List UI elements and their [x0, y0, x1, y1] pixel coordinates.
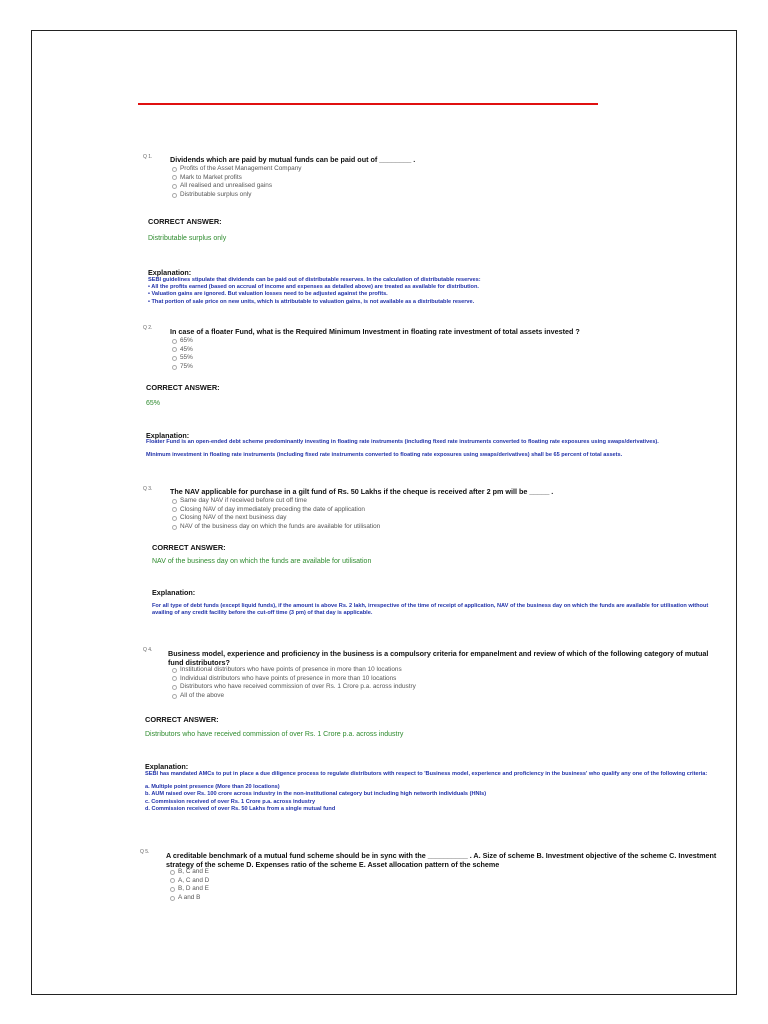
- option-2[interactable]: 45%: [172, 346, 193, 355]
- option-4[interactable]: Distributable surplus only: [172, 191, 301, 200]
- answer-options: [172, 666, 416, 700]
- correct-answer-value: 65%: [146, 400, 161, 407]
- option-1[interactable]: Profits of the Asset Management Company: [172, 165, 301, 174]
- radio-button[interactable]: [170, 878, 175, 883]
- correct-answer-label: CORRECT ANSWER:: [146, 383, 220, 392]
- explanation-text: SEBI guidelines stipulate that dividends can be paid out of distributable reserves. In the calculation of distributable reserves: • All the profits earned (based on accrual of income and expenses as detailed above) are treated as available for distribution. • Valuation gains are ignored. But valuation losses need to be adjusted against the profits. • That portion of sale price on new units, which is attributable to valuation gains, is not available as a distributable reserve.: [148, 277, 481, 305]
- radio-button[interactable]: [170, 870, 175, 875]
- question-number: Q 4.: [143, 647, 153, 653]
- option-1[interactable]: Institutional distributors who have points of presence in more than 10 locations: [172, 666, 416, 675]
- radio-button[interactable]: [172, 676, 177, 681]
- answer-options: [172, 497, 380, 531]
- radio-button[interactable]: [172, 694, 177, 699]
- question-number: Q 5.: [140, 849, 150, 855]
- correct-answer-value: NAV of the business day on which the funds are available for utilisation: [152, 558, 372, 565]
- option-3[interactable]: All realised and unrealised gains: [172, 182, 301, 191]
- option-2[interactable]: A, C and D: [170, 877, 209, 886]
- question-text: Business model, experience and proficiency in the business is a compulsory criteria for empanelment and review of which of the following category of mutual fund distributors?: [168, 649, 709, 667]
- radio-button[interactable]: [172, 499, 177, 504]
- radio-button[interactable]: [172, 516, 177, 521]
- radio-button[interactable]: [172, 685, 177, 690]
- explanation-text: SEBI has mandated AMCs to put in place a due diligence process to regulate distributors with respect to 'Business model, experience and proficiency in the business' who qualify any one of the following criteria: a. Multiple point presence (More than 20 locations) b. AUM raised over Rs. 100 crore across industry in the non-institutional category but including high networth individuals (HNIs) c. Commission received of over Rs. 1 Crore p.a. across industry d. Commission received of over Rs. 50 Lakhs from a single mutual fund: [145, 771, 708, 812]
- radio-button[interactable]: [170, 887, 175, 892]
- radio-button[interactable]: [172, 356, 177, 361]
- option-3[interactable]: Distributors who have received commission of over Rs. 1 Crore p.a. across industry: [172, 683, 416, 692]
- option-3[interactable]: 55%: [172, 354, 193, 363]
- question-text: Dividends which are paid by mutual funds can be paid out of ________ .: [170, 155, 416, 164]
- radio-button[interactable]: [172, 525, 177, 530]
- radio-button[interactable]: [172, 167, 177, 172]
- explanation-text: Floater Fund is an open-ended debt scheme predominantly investing in floating rate instruments (including fixed rate instruments converted to floating rate exposures using swaps/derivatives). Minimum investment in floating rate instruments (including fixed rate instruments converted to floating rate exposures using swaps/derivatives) shall be 65 percent of total assets.: [146, 439, 659, 459]
- question-text: In case of a floater Fund, what is the Required Minimum Investment in floating rate investment of total assets invested ?: [170, 327, 580, 336]
- option-4[interactable]: All of the above: [172, 692, 416, 701]
- correct-answer-value: Distributable surplus only: [148, 235, 227, 242]
- correct-answer-value: Distributors who have received commission of over Rs. 1 Crore p.a. across industry: [145, 731, 404, 738]
- question-text: A creditable benchmark of a mutual fund scheme should be in sync with the __________ . A. Size of scheme B. Investment objective of the scheme C. Investment strategy of the scheme D. Expenses ratio of the scheme E. Asset allocation pattern of the scheme: [166, 851, 717, 869]
- explanation-label: Explanation:: [148, 268, 192, 277]
- explanation-label: Explanation:: [146, 431, 190, 440]
- question-number: Q 2.: [143, 325, 153, 331]
- question-number: Q 1.: [143, 154, 153, 160]
- answer-options: [172, 165, 301, 199]
- option-3[interactable]: Closing NAV of the next business day: [172, 514, 380, 523]
- option-2[interactable]: Mark to Market profits: [172, 174, 301, 183]
- radio-button[interactable]: [172, 347, 177, 352]
- option-2[interactable]: Individual distributors who have points of presence in more than 10 locations: [172, 675, 416, 684]
- radio-button[interactable]: [172, 175, 177, 180]
- correct-answer-label: CORRECT ANSWER:: [148, 217, 222, 226]
- radio-button[interactable]: [172, 184, 177, 189]
- radio-button[interactable]: [170, 896, 175, 901]
- explanation-text: For all type of debt funds (except liquid funds), if the amount is above Rs. 2 lakh, irrespective of the time of receipt of application, NAV of the business day on which the funds are available for utilisation without availing of any credit facility before the cut-off time (3 pm) of that day is applicable.: [152, 603, 709, 617]
- header-rule: [138, 103, 598, 105]
- option-2[interactable]: Closing NAV of day immediately preceding the date of application: [172, 506, 380, 515]
- correct-answer-label: CORRECT ANSWER:: [145, 715, 219, 724]
- option-1[interactable]: 65%: [172, 337, 193, 346]
- explanation-label: Explanation:: [152, 588, 196, 597]
- question-number: Q 3.: [143, 486, 153, 492]
- radio-button[interactable]: [172, 365, 177, 370]
- radio-button[interactable]: [172, 507, 177, 512]
- option-4[interactable]: A and B: [170, 894, 209, 903]
- radio-button[interactable]: [172, 668, 177, 673]
- radio-button[interactable]: [172, 193, 177, 198]
- answer-options: [170, 868, 209, 902]
- question-text: The NAV applicable for purchase in a gilt fund of Rs. 50 Lakhs if the cheque is received after 2 pm will be _____ .: [170, 487, 554, 496]
- radio-button[interactable]: [172, 339, 177, 344]
- option-4[interactable]: 75%: [172, 363, 193, 372]
- correct-answer-label: CORRECT ANSWER:: [152, 543, 226, 552]
- answer-options: [172, 337, 193, 371]
- option-3[interactable]: B, D and E: [170, 885, 209, 894]
- option-1[interactable]: B, C and E: [170, 868, 209, 877]
- option-1[interactable]: Same day NAV if received before cut off time: [172, 497, 380, 506]
- explanation-label: Explanation:: [145, 762, 189, 771]
- option-4[interactable]: NAV of the business day on which the funds are available for utilisation: [172, 523, 380, 532]
